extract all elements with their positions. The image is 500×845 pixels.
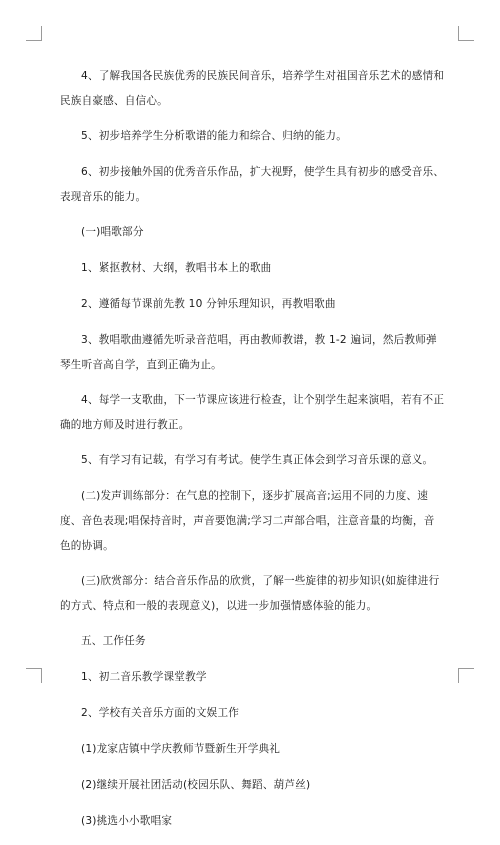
paragraph-task-2-2: (2)继续开展社团活动(校园乐队、舞蹈、葫芦丝) <box>81 779 311 791</box>
paragraph-singing-3: 3、教唱歌曲遵循先听录音范唱，再由教师教谱，教 1-2 遍词，然后教师弹琴生听音高自学，直到正确为止。 <box>60 334 437 371</box>
paragraph-singing-2: 2、遵循每节课前先教 10 分钟乐理知识，再教唱歌曲 <box>81 298 336 310</box>
crop-mark-top-left-v <box>41 26 42 41</box>
paragraph-singing-1: 1、紧抠教材、大纲，教唱书本上的歌曲 <box>81 262 272 274</box>
crop-mark-bottom-left-v <box>41 668 42 683</box>
crop-mark-top-right-h <box>458 40 474 41</box>
crop-mark-bottom-right-v <box>458 668 459 683</box>
crop-mark-bottom-left-h <box>26 668 42 669</box>
paragraph-task-2-1: (1)龙家店镇中学庆教师节暨新生开学典礼 <box>81 743 281 755</box>
paragraph-goal-4: 4、了解我国各民族优秀的民族民间音乐，培养学生对祖国音乐艺术的感情和民族自豪感、自信心。 <box>60 70 445 107</box>
crop-mark-top-left-h <box>26 40 42 41</box>
paragraph-singing-4: 4、每学一支歌曲，下一节课应该进行检查，让个别学生起来演唱，若有不正确的地方师及时进行教正。 <box>60 394 445 431</box>
paragraph-goal-5: 5、初步培养学生分析歌谱的能力和综合、归纳的能力。 <box>81 130 347 142</box>
crop-mark-top-right-v <box>458 26 459 41</box>
document-body <box>60 64 445 845</box>
paragraph-vocal-training: (二)发声训练部分：在气息的控制下，逐步扩展高音;运用不同的力度、速度、音色表现;唱保持音时，声音要饱满;学习二声部合唱，注意音量的均衡，音色的协调。 <box>60 490 435 552</box>
paragraph-task-1: 1、初二音乐教学课堂教学 <box>81 671 207 683</box>
paragraph-goal-6: 6、初步接触外国的优秀音乐作品，扩大视野，使学生具有初步的感受音乐、表现音乐的能力。 <box>60 166 445 203</box>
paragraph-task-2: 2、学校有关音乐方面的文娱工作 <box>81 707 240 719</box>
paragraph-singing-5: 5、有学习有记载，有学习有考试。使学生真正体会到学习音乐课的意义。 <box>81 454 434 466</box>
crop-mark-bottom-right-h <box>458 668 474 669</box>
paragraph-task-2-3: (3)挑选小小歌唱家 <box>81 815 173 827</box>
section-heading-singing: (一)唱歌部分 <box>81 226 144 238</box>
section-heading-tasks: 五、工作任务 <box>81 635 146 647</box>
paragraph-appreciation: (三)欣赏部分：结合音乐作品的欣赏，了解一些旋律的初步知识(如旋律进行的方式、特点和一般的表现意义)，以进一步加强情感体验的能力。 <box>60 575 440 612</box>
